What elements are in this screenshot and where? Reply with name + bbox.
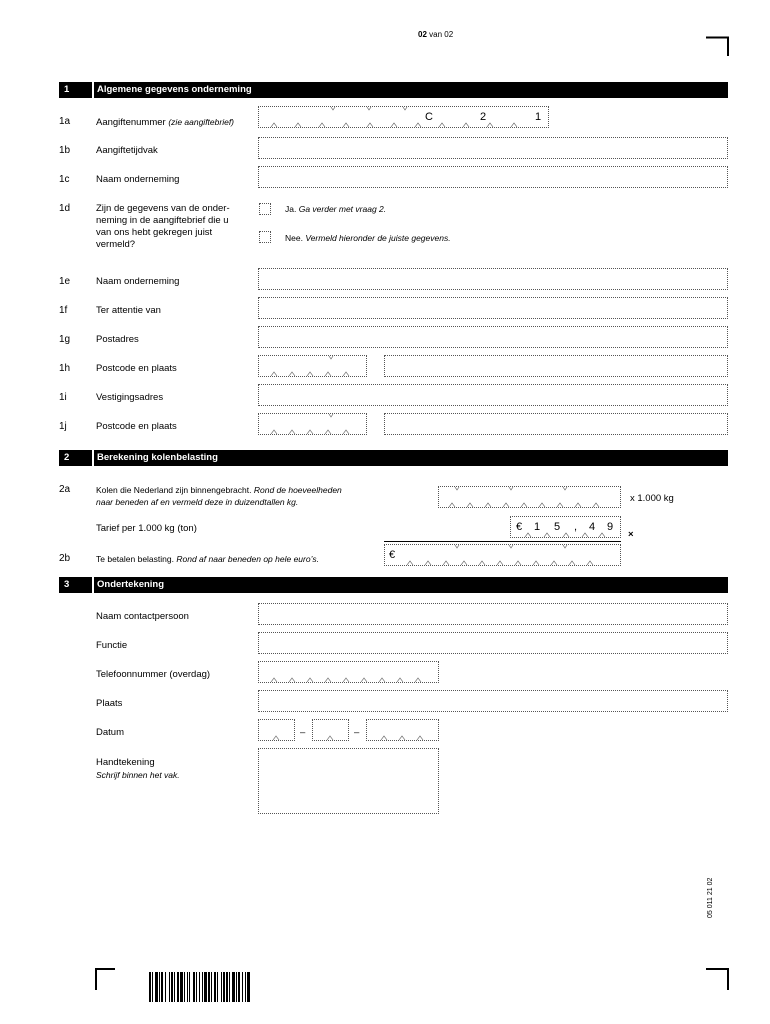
label-aangiftenummer bbox=[96, 116, 234, 129]
option-ja bbox=[285, 203, 386, 215]
barcode bbox=[149, 972, 315, 1002]
page-of: van bbox=[429, 30, 443, 39]
row-number-1j: 1j bbox=[59, 421, 67, 432]
datum-jaar-field[interactable] bbox=[366, 719, 439, 741]
datum-separator: – bbox=[354, 727, 360, 738]
plaats-field[interactable] bbox=[384, 355, 728, 377]
label-handtekening bbox=[96, 757, 180, 781]
plaats-2-field[interactable] bbox=[384, 413, 728, 435]
te-betalen-field[interactable] bbox=[384, 544, 621, 566]
label-line: vermeld? bbox=[96, 239, 136, 250]
barcode-bar bbox=[223, 972, 225, 1002]
label-line: van ons hebt gekregen juist bbox=[96, 227, 213, 238]
barcode-bar bbox=[165, 972, 166, 1002]
option-ja-label: Ja. bbox=[285, 204, 297, 214]
label-aangiftenummer-note: (zie aangiftebrief) bbox=[168, 117, 235, 127]
option-ja-note: Ga verder met vraag 2. bbox=[298, 204, 387, 214]
label-tarief: Tarief per 1.000 kg (ton) bbox=[96, 523, 197, 534]
label-postadres: Postadres bbox=[96, 334, 139, 345]
barcode-bar bbox=[211, 972, 212, 1002]
corner-mark-top-right bbox=[706, 36, 730, 56]
label-naam-onderneming: Naam onderneming bbox=[96, 174, 180, 185]
tarief-comma: , bbox=[574, 521, 578, 533]
kolen-hoeveelheid-field[interactable] bbox=[438, 486, 621, 508]
label-kolen-note2: naar beneden af en vermeld deze in duizendtallen kg. bbox=[96, 497, 299, 507]
char-ticks bbox=[259, 356, 366, 376]
aangiftenummer-char-2: 2 bbox=[480, 111, 487, 123]
barcode-bar bbox=[189, 972, 190, 1002]
section-number: 3 bbox=[64, 579, 70, 590]
row-number-1d: 1d bbox=[59, 203, 71, 214]
barcode-bar bbox=[247, 972, 250, 1002]
barcode-bar bbox=[196, 972, 197, 1002]
te-betalen-euro: € bbox=[389, 549, 396, 561]
section-3-header bbox=[59, 577, 728, 593]
barcode-bar bbox=[149, 972, 151, 1002]
barcode-bar bbox=[161, 972, 163, 1002]
datum-maand-field[interactable] bbox=[312, 719, 349, 741]
label-handtekening-note: Schrijf binnen het vak. bbox=[96, 770, 180, 780]
page-indicator bbox=[418, 29, 453, 41]
section-title: Ondertekening bbox=[97, 579, 165, 590]
row-number-1b: 1b bbox=[59, 145, 71, 156]
postcode-field[interactable] bbox=[258, 355, 367, 377]
tarief-digit: 5 bbox=[554, 521, 561, 533]
row-number-1e: 1e bbox=[59, 276, 71, 287]
checkbox-nee[interactable] bbox=[259, 231, 271, 243]
char-ticks bbox=[313, 720, 348, 740]
char-ticks bbox=[259, 107, 548, 127]
label-ter-attentie: Ter attentie van bbox=[96, 305, 161, 316]
label-kolen-text: Kolen die Nederland zijn binnengebracht. bbox=[96, 485, 252, 495]
char-ticks bbox=[259, 662, 438, 682]
page-number: 02 bbox=[418, 30, 427, 39]
section-2-header bbox=[59, 450, 728, 466]
barcode-bar bbox=[238, 972, 240, 1002]
label-naam-onderneming-2: Naam onderneming bbox=[96, 276, 180, 287]
functie-field[interactable] bbox=[258, 632, 728, 654]
section-title: Algemene gegevens onderneming bbox=[97, 84, 252, 95]
barcode-bar bbox=[184, 972, 185, 1002]
barcode-bar bbox=[180, 972, 183, 1002]
char-ticks bbox=[259, 720, 294, 740]
option-nee-label: Nee. bbox=[285, 233, 303, 243]
barcode-bar bbox=[217, 972, 218, 1002]
barcode-bar bbox=[229, 972, 230, 1002]
label-te-betalen-note: Rond af naar beneden op hele euro’s. bbox=[176, 554, 319, 564]
unit-1000-kg: x 1.000 kg bbox=[630, 493, 674, 504]
ter-attentie-field[interactable] bbox=[258, 297, 728, 319]
barcode-bar bbox=[174, 972, 175, 1002]
calculation-line bbox=[384, 541, 621, 542]
option-nee bbox=[285, 232, 451, 244]
option-nee-note: Vermeld hieronder de juiste gegevens. bbox=[305, 233, 451, 243]
barcode-bar bbox=[204, 972, 207, 1002]
naam-onderneming-field[interactable] bbox=[258, 166, 728, 188]
barcode-bar bbox=[232, 972, 235, 1002]
tarief-digit: 4 bbox=[589, 521, 596, 533]
label-naam-contactpersoon: Naam contactpersoon bbox=[96, 611, 189, 622]
telefoonnummer-field[interactable] bbox=[258, 661, 439, 683]
label-functie: Functie bbox=[96, 640, 128, 651]
barcode-bar bbox=[208, 972, 210, 1002]
barcode-bar bbox=[159, 972, 160, 1002]
label-line: neming in de aangiftebrief die u bbox=[96, 215, 229, 226]
char-ticks bbox=[439, 487, 620, 507]
barcode-bar bbox=[152, 972, 153, 1002]
label-postcode-plaats-2: Postcode en plaats bbox=[96, 421, 177, 432]
handtekening-field[interactable] bbox=[258, 748, 439, 814]
label-te-betalen-text: Te betalen belasting. bbox=[96, 554, 174, 564]
tarief-euro: € bbox=[516, 521, 523, 533]
barcode-bar bbox=[193, 972, 195, 1002]
postadres-field[interactable] bbox=[258, 326, 728, 348]
barcode-bar bbox=[169, 972, 170, 1002]
label-telefoonnummer: Telefoonnummer (overdag) bbox=[96, 669, 211, 680]
char-ticks bbox=[511, 517, 620, 537]
label-kolen-note1: Rond de hoeveelheden bbox=[253, 485, 342, 495]
label-handtekening-text: Handtekening bbox=[96, 757, 155, 768]
datum-dag-field[interactable] bbox=[258, 719, 295, 741]
char-ticks bbox=[367, 720, 438, 740]
label-gegevens-juist bbox=[96, 203, 230, 251]
corner-mark-bottom-right bbox=[706, 968, 730, 992]
label-aangiftetijdvak: Aangiftetijdvak bbox=[96, 145, 158, 156]
row-number-2b: 2b bbox=[59, 553, 71, 564]
corner-mark-bottom-left bbox=[95, 968, 115, 992]
barcode-bar bbox=[202, 972, 203, 1002]
section-title: Berekening kolenbelasting bbox=[97, 452, 218, 463]
section-divider bbox=[92, 450, 94, 466]
section-divider bbox=[92, 577, 94, 593]
tarief-field bbox=[510, 516, 621, 538]
plaats-ondertekening-field[interactable] bbox=[258, 690, 728, 712]
label-plaats: Plaats bbox=[96, 698, 123, 709]
section-divider bbox=[92, 82, 94, 98]
barcode-bar bbox=[236, 972, 237, 1002]
label-kolen bbox=[96, 484, 342, 508]
barcode-bar bbox=[171, 972, 173, 1002]
aangiftenummer-field[interactable] bbox=[258, 106, 549, 128]
section-number: 1 bbox=[64, 84, 70, 95]
section-1-header bbox=[59, 82, 728, 98]
label-line: Zijn de gegevens van de onder- bbox=[96, 203, 230, 214]
char-ticks bbox=[385, 545, 620, 565]
char-ticks bbox=[259, 414, 366, 434]
aangiftenummer-char-1: 1 bbox=[535, 111, 542, 123]
barcode-bar bbox=[226, 972, 228, 1002]
barcode-bar bbox=[221, 972, 222, 1002]
datum-separator: – bbox=[300, 727, 306, 738]
naam-onderneming-2-field[interactable] bbox=[258, 268, 728, 290]
barcode-bar bbox=[245, 972, 246, 1002]
aangiftetijdvak-field[interactable] bbox=[258, 137, 728, 159]
naam-contactpersoon-field[interactable] bbox=[258, 603, 728, 625]
vestigingsadres-field[interactable] bbox=[258, 384, 728, 406]
barcode-bar bbox=[242, 972, 243, 1002]
tarief-digit: 9 bbox=[607, 521, 614, 533]
aangiftenummer-char-c: C bbox=[425, 111, 433, 123]
postcode-2-field[interactable] bbox=[258, 413, 367, 435]
label-aangiftenummer-text: Aangiftenummer bbox=[96, 117, 166, 128]
barcode-bar bbox=[214, 972, 216, 1002]
page-total: 02 bbox=[444, 30, 454, 39]
row-number-1a: 1a bbox=[59, 116, 71, 127]
row-number-1h: 1h bbox=[59, 363, 71, 374]
row-number-1c: 1c bbox=[59, 174, 70, 185]
tarief-digit: 1 bbox=[534, 521, 541, 533]
row-number-1g: 1g bbox=[59, 334, 71, 345]
multiply-sign: × bbox=[628, 529, 634, 540]
label-te-betalen bbox=[96, 553, 319, 565]
row-number-2a: 2a bbox=[59, 484, 71, 495]
label-postcode-plaats: Postcode en plaats bbox=[96, 363, 177, 374]
barcode-bar bbox=[199, 972, 200, 1002]
row-number-1f: 1f bbox=[59, 305, 68, 316]
form-code: 05 011 21 02 bbox=[707, 877, 714, 918]
barcode-bar bbox=[155, 972, 158, 1002]
section-number: 2 bbox=[64, 452, 70, 463]
barcode-bar bbox=[177, 972, 179, 1002]
barcode-bar bbox=[187, 972, 188, 1002]
row-number-1i: 1i bbox=[59, 392, 67, 403]
label-datum: Datum bbox=[96, 727, 124, 738]
checkbox-ja[interactable] bbox=[259, 203, 271, 215]
label-vestigingsadres: Vestigingsadres bbox=[96, 392, 164, 403]
